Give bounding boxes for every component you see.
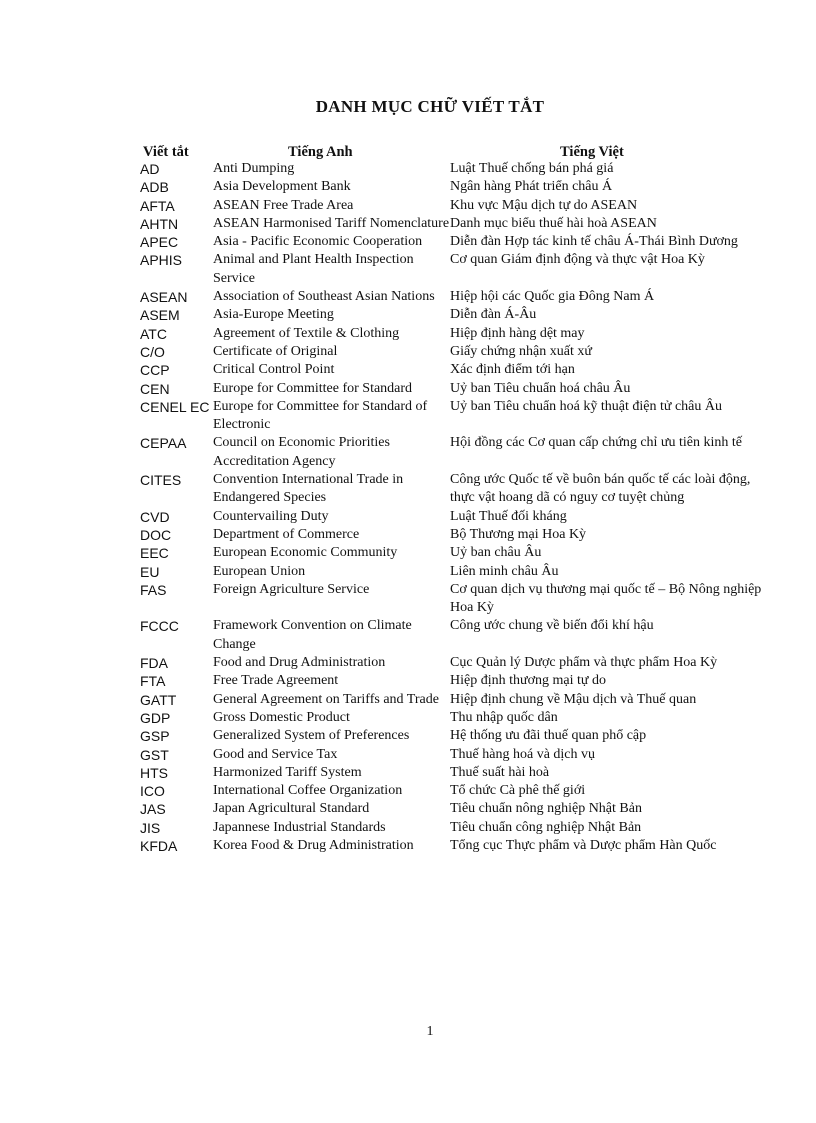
english-term-cell: Convention International Trade in Endangered Species <box>213 472 404 506</box>
english-term-cell: Europe for Committee for Standard of Electronic <box>213 398 428 433</box>
abbreviation-cell: ATC <box>140 325 167 342</box>
vietnamese-term-cell: Cơ quan Giám định động và thực vật Hoa Kỳ <box>450 252 705 268</box>
table-row <box>0 471 816 508</box>
table-row <box>0 288 816 306</box>
vietnamese-term-cell: Thuế hàng hoá và dịch vụ <box>450 746 596 762</box>
table-row <box>0 197 816 215</box>
column-header-english: Tiếng Anh <box>288 144 353 160</box>
vietnamese-term-cell: Luật Thuế chống bán phá giá <box>450 161 614 176</box>
abbreviation-cell: GSP <box>140 728 170 745</box>
english-term-cell: Asia - Pacific Economic Cooperation <box>213 234 423 250</box>
abbreviation-cell: ICO <box>140 783 165 800</box>
abbreviation-cell: GATT <box>140 691 177 708</box>
vietnamese-term-cell: Luật Thuế đối kháng <box>450 508 567 524</box>
table-row <box>0 691 816 709</box>
english-term-cell: Certificate of Original <box>213 343 338 359</box>
table-row <box>0 380 816 398</box>
abbreviation-cell: GST <box>140 746 169 763</box>
vietnamese-term-cell: Tiêu chuẩn nông nghiệp Nhật Bản <box>450 801 642 817</box>
vietnamese-term-cell: Danh mục biểu thuế hài hoà ASEAN <box>450 215 657 231</box>
abbreviation-cell: APHIS <box>140 252 183 269</box>
abbreviation-cell: KFDA <box>140 837 178 854</box>
abbreviation-cell: APEC <box>140 234 179 251</box>
abbreviation-cell: ASEM <box>140 307 180 324</box>
vietnamese-term-cell: Diễn đàn Hợp tác kinh tế châu Á-Thái Bình Dương <box>450 234 738 250</box>
abbreviation-cell: CCP <box>140 362 170 379</box>
table-row <box>0 306 816 324</box>
abbreviation-cell: C/O <box>140 343 165 360</box>
english-term-cell: Asia Development Bank <box>213 179 351 195</box>
vietnamese-term-cell: Uỷ ban Tiêu chuẩn hoá châu Âu <box>450 380 631 396</box>
table-row <box>0 544 816 562</box>
english-term-cell: Europe for Committee for Standard <box>213 380 413 396</box>
english-term-cell: European Economic Community <box>213 545 398 561</box>
table-row <box>0 764 816 782</box>
english-term-cell: Framework Convention on Climate Change <box>213 618 412 652</box>
table-row <box>0 819 816 837</box>
abbreviation-cell: GDP <box>140 709 171 726</box>
table-row <box>0 526 816 544</box>
table-row <box>0 800 816 818</box>
vietnamese-term-cell: Hội đồng các Cơ quan cấp chứng chỉ ưu tiên kinh tế <box>450 435 743 451</box>
vietnamese-term-cell: Thu nhập quốc dân <box>450 709 558 725</box>
vietnamese-term-cell: Diễn đàn Á-Âu <box>450 307 537 323</box>
abbreviation-cell: CEPAA <box>140 435 187 452</box>
table-row <box>0 361 816 379</box>
english-term-cell: European Union <box>213 563 306 579</box>
vietnamese-term-cell: Công ước chung về biến đổi khí hậu <box>450 618 654 634</box>
table-row <box>0 325 816 343</box>
english-term-cell: Harmonized Tariff System <box>213 764 362 780</box>
english-term-cell: Generalized System of Preferences <box>213 728 410 744</box>
vietnamese-term-cell: Xác định điểm tới hạn <box>450 362 575 378</box>
page-number: 1 <box>426 1024 434 1039</box>
vietnamese-term-cell: Giấy chứng nhận xuất xứ <box>450 343 592 359</box>
vietnamese-term-cell: Tổ chức Cà phê thế giới <box>450 783 586 799</box>
table-row <box>0 654 816 672</box>
column-header-vietnamese: Tiếng Việt <box>560 144 624 160</box>
vietnamese-term-cell: Ngân hàng Phát triển châu Á <box>450 179 613 195</box>
english-term-cell: Critical Control Point <box>213 362 335 378</box>
vietnamese-term-cell: Uỷ ban Tiêu chuẩn hoá kỹ thuật điện tử châu Âu <box>450 398 722 414</box>
vietnamese-term-cell: Hiệp định hàng dệt may <box>450 325 585 341</box>
english-term-cell: Anti Dumping <box>213 161 295 176</box>
english-term-cell: Korea Food & Drug Administration <box>213 837 414 853</box>
english-term-cell: ASEAN Harmonised Tariff Nomenclature <box>213 215 450 231</box>
table-row <box>0 215 816 233</box>
table-row <box>0 233 816 251</box>
english-term-cell: Japan Agricultural Standard <box>213 801 370 817</box>
table-row <box>0 508 816 526</box>
abbreviation-cell: AFTA <box>140 197 175 214</box>
table-row <box>0 727 816 745</box>
english-term-cell: ASEAN Free Trade Area <box>213 197 354 213</box>
english-term-cell: Department of Commerce <box>213 526 360 542</box>
vietnamese-term-cell: Tiêu chuẩn công nghiệp Nhật Bản <box>450 819 642 835</box>
abbreviation-cell: CITES <box>140 472 182 489</box>
table-row <box>0 160 816 178</box>
abbreviation-cell: ASEAN <box>140 289 188 306</box>
vietnamese-term-cell: Khu vực Mậu dịch tự do ASEAN <box>450 197 638 213</box>
abbreviation-cell: FAS <box>140 581 167 598</box>
table-row <box>0 709 816 727</box>
english-term-cell: Asia-Europe Meeting <box>213 307 334 323</box>
english-term-cell: Food and Drug Administration <box>213 655 386 671</box>
english-term-cell: Council on Economic Priorities Accreditation Agency <box>213 435 390 469</box>
english-term-cell: General Agreement on Tariffs and Trade <box>213 691 439 707</box>
vietnamese-term-cell: Bộ Thương mại Hoa Kỳ <box>450 526 587 542</box>
english-term-cell: Japannese Industrial Standards <box>213 819 386 835</box>
abbreviation-cell: JAS <box>140 801 166 818</box>
abbreviation-cell: JIS <box>140 819 161 836</box>
table-row <box>0 563 816 581</box>
abbreviation-cell: EU <box>140 563 160 580</box>
table-row <box>0 837 816 855</box>
vietnamese-term-cell: Cơ quan dịch vụ thương mại quốc tế – Bộ Nông nghiệp Hoa Kỳ <box>450 581 762 616</box>
abbreviation-cell: HTS <box>140 764 168 781</box>
vietnamese-term-cell: Uỷ ban châu Âu <box>450 545 542 561</box>
abbreviation-cell: CVD <box>140 508 170 525</box>
table-row <box>0 251 816 288</box>
vietnamese-term-cell: Liên minh châu Âu <box>450 563 559 579</box>
english-term-cell: Good and Service Tax <box>213 746 338 762</box>
table-row <box>0 343 816 361</box>
abbreviation-cell: ADB <box>140 179 169 196</box>
english-term-cell: International Coffee Organization <box>213 783 403 799</box>
vietnamese-term-cell: Hiệp hội các Quốc gia Đông Nam Á <box>450 289 655 305</box>
table-row <box>0 746 816 764</box>
abbreviation-cell: AD <box>140 161 160 177</box>
english-term-cell: Gross Domestic Product <box>213 709 350 725</box>
english-term-cell: Countervailing Duty <box>213 508 329 524</box>
vietnamese-term-cell: Cục Quản lý Dược phẩm và thực phẩm Hoa Kỳ <box>450 655 718 671</box>
table-row <box>0 581 816 618</box>
page-title: DANH MỤC CHỮ VIẾT TẮT <box>315 97 545 116</box>
table-row <box>0 434 816 471</box>
abbreviation-cell: CEN <box>140 380 170 397</box>
table-row <box>0 178 816 196</box>
vietnamese-term-cell: Hiệp định thương mại tự do <box>450 673 606 689</box>
table-row <box>0 782 816 800</box>
abbreviation-cell: EEC <box>140 545 169 562</box>
abbreviation-cell: FDA <box>140 655 168 672</box>
vietnamese-term-cell: Tổng cục Thực phẩm và Dược phẩm Hàn Quốc <box>450 837 717 853</box>
vietnamese-term-cell: Thuế suất hài hoà <box>450 764 550 780</box>
abbreviation-cell: AHTN <box>140 215 179 232</box>
english-term-cell: Free Trade Agreement <box>213 673 339 689</box>
abbreviation-cell: FCCC <box>140 618 179 635</box>
english-term-cell: Foreign Agriculture Service <box>213 581 370 597</box>
abbreviation-cell: DOC <box>140 526 172 543</box>
table-row <box>0 617 816 654</box>
table-row <box>0 398 816 435</box>
english-term-cell: Association of Southeast Asian Nations <box>213 289 435 305</box>
column-header-abbreviation: Viết tắt <box>143 144 189 160</box>
english-term-cell: Animal and Plant Health Inspection Service <box>213 252 414 286</box>
abbreviation-cell: FTA <box>140 673 166 690</box>
abbreviation-table <box>0 160 816 855</box>
vietnamese-term-cell: Hiệp định chung về Mậu dịch và Thuế quan <box>450 691 697 707</box>
english-term-cell: Agreement of Textile & Clothing <box>213 325 400 341</box>
vietnamese-term-cell: Công ước Quốc tế về buôn bán quốc tế các loài động, thực vật hoang dã có nguy cơ tuyệt chủng <box>450 472 751 506</box>
table-row <box>0 672 816 690</box>
abbreviation-cell: CENEL EC <box>140 398 210 415</box>
vietnamese-term-cell: Hệ thống ưu đãi thuế quan phổ cập <box>450 728 647 744</box>
